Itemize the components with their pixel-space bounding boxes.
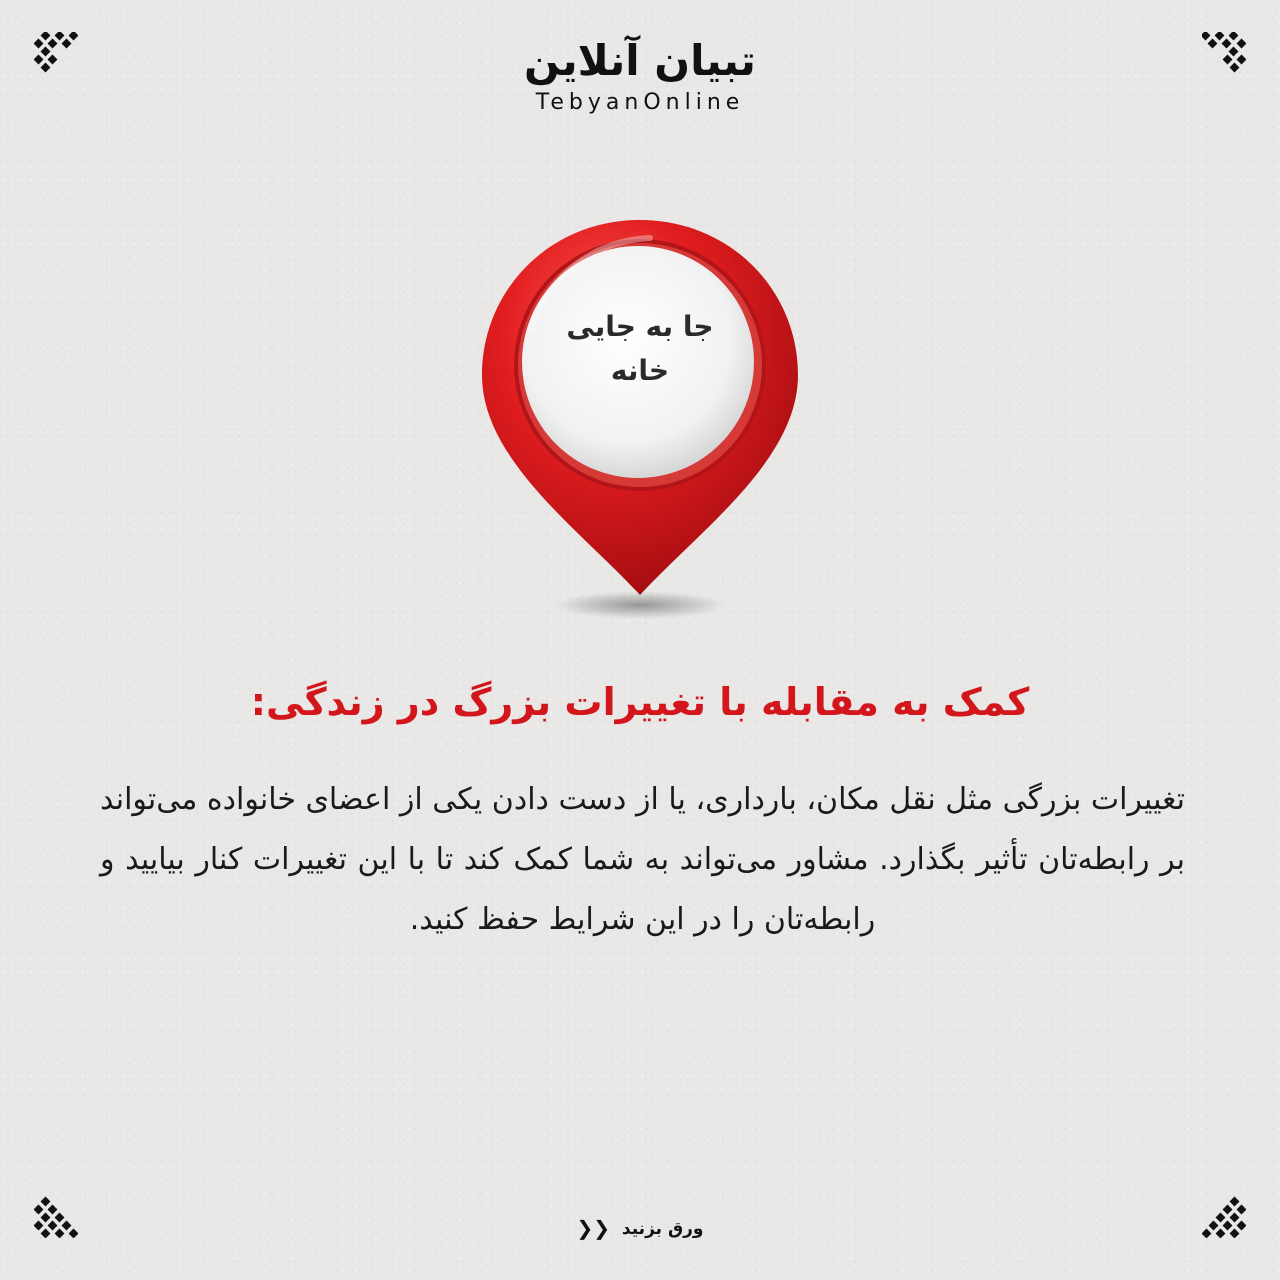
pin-label xyxy=(530,305,750,393)
logo-latin-text: TebyanOnline xyxy=(535,90,745,115)
pin-label-line2: خانه xyxy=(610,354,670,387)
pin-label-line1: جا به جایی xyxy=(566,310,714,343)
double-chevron-left-icon: ❮❮ xyxy=(576,1216,610,1240)
swipe-hint[interactable] xyxy=(0,1216,1280,1240)
headline: کمک به مقابله با تغییرات بزرگ در زندگی: xyxy=(250,680,1030,724)
logo-persian-text: تبیان آنلاین xyxy=(524,36,756,85)
map-pin-icon xyxy=(470,210,810,630)
swipe-label: ورق بزنید xyxy=(621,1219,704,1239)
body-paragraph: تغییرات بزرگی مثل نقل مکان، بارداری، یا از دست دادن یکی از اعضای خانواده می‌تواند بر رابطه‌تان تأثیر بگذارد. مشاور می‌تواند به شما کمک کند تا با این تغییرات کنار بیایید و رابطه‌تان را در این شرایط حفظ کنید. xyxy=(100,782,1185,937)
brand-logo xyxy=(0,36,1280,115)
